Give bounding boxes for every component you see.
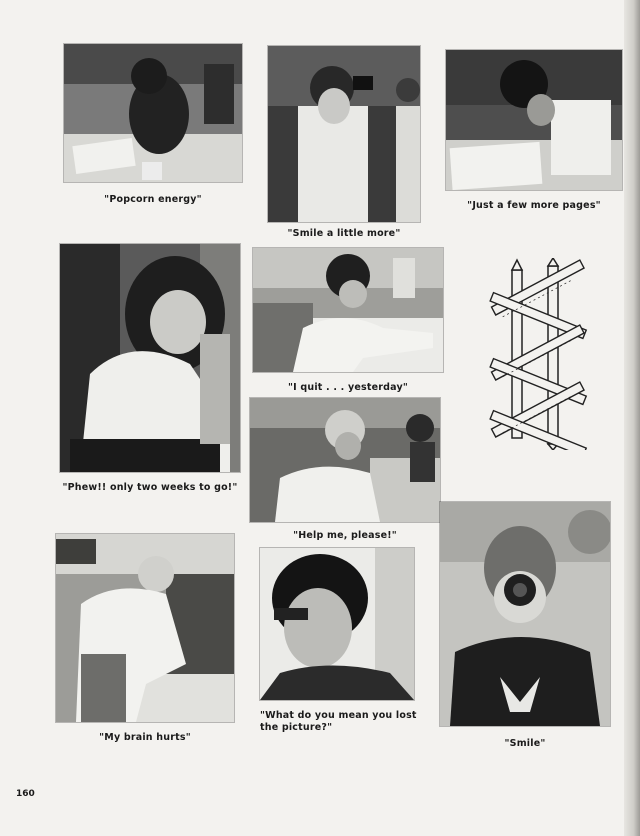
caption-help-me-please: "Help me, please!"	[293, 530, 397, 541]
caption-smile-a-little-more: "Smile a little more"	[287, 228, 401, 239]
photo-phew-two-weeks	[60, 244, 240, 472]
caption-phew-two-weeks: "Phew!! only two weeks to go!"	[62, 482, 238, 493]
caption-lost-the-picture: "What do you mean you lost the picture?"	[260, 710, 417, 733]
pencils-ladder-icon	[488, 258, 588, 450]
photo-my-brain-hurts	[56, 534, 234, 722]
photo-smile	[440, 502, 610, 726]
photo-smile-a-little-more	[268, 46, 420, 222]
caption-popcorn-energy: "Popcorn energy"	[104, 194, 202, 205]
caption-smile: "Smile"	[504, 738, 546, 749]
caption-my-brain-hurts: "My brain hurts"	[99, 732, 191, 743]
caption-just-a-few-more-pages: "Just a few more pages"	[467, 200, 601, 211]
photo-just-a-few-more-pages	[446, 50, 622, 190]
photo-popcorn-energy	[64, 44, 242, 182]
photo-lost-the-picture	[260, 548, 414, 700]
page-number: 160	[16, 789, 35, 799]
photo-i-quit-yesterday	[253, 248, 443, 372]
page-binding-edge	[624, 0, 640, 836]
caption-i-quit-yesterday: "I quit . . . yesterday"	[287, 382, 409, 393]
photo-help-me-please	[250, 398, 440, 522]
